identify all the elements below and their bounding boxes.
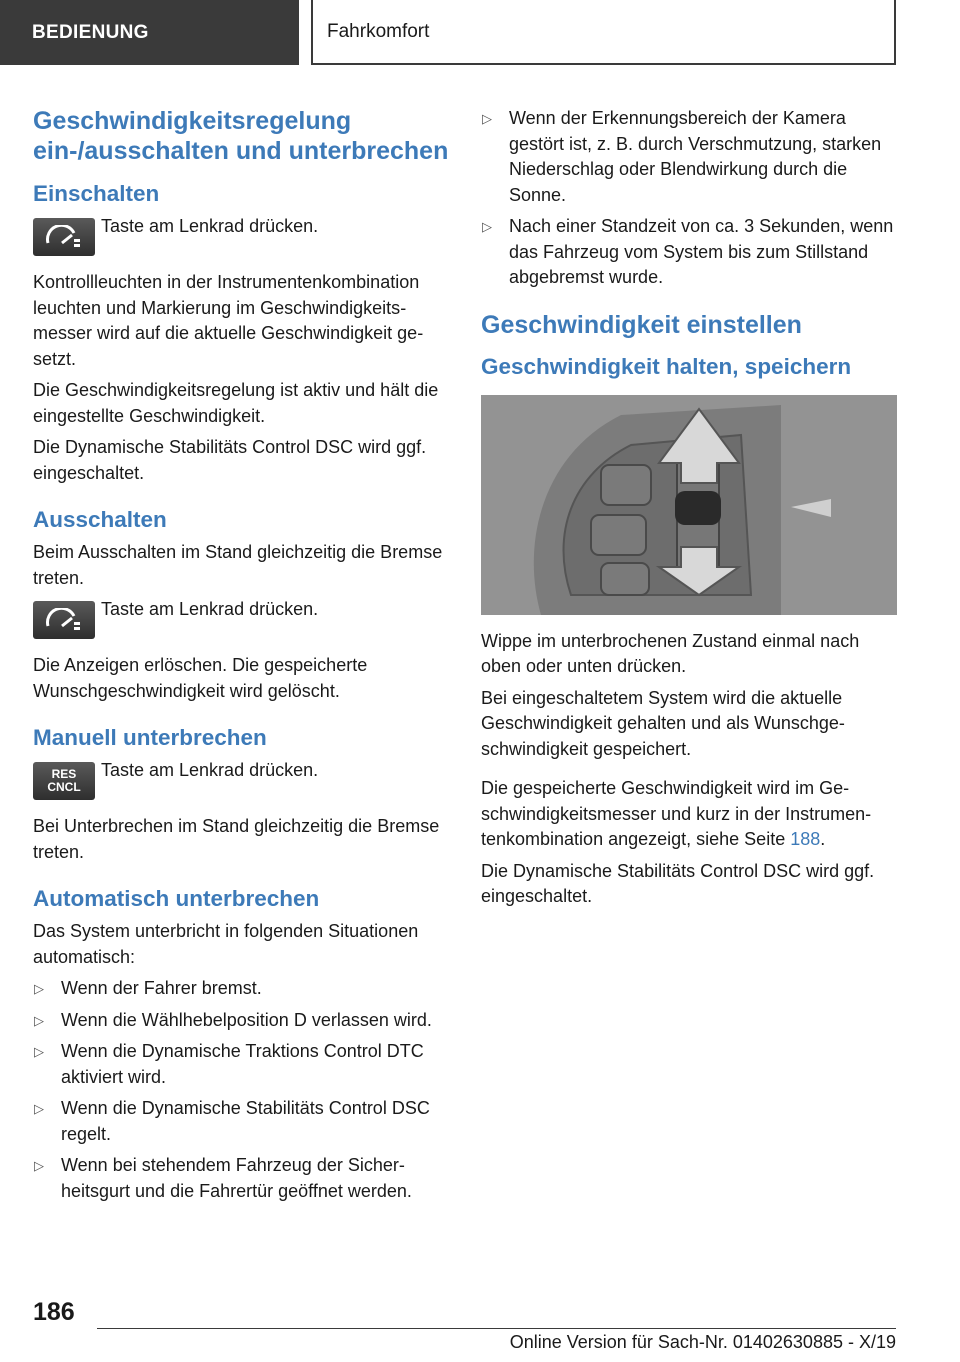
triangle-bullet-icon: ▷: [34, 1101, 44, 1116]
right-column: [481, 100, 897, 916]
bullet-text: Wenn die Dynamische Stabilitäts Control DSC regelt.: [61, 1098, 430, 1144]
triangle-bullet-icon: ▷: [34, 1044, 44, 1059]
cncl-label: CNCL: [47, 780, 81, 794]
online-version-text: Online Version für Sach-Nr. 01402630885 - X/19: [509, 1332, 896, 1352]
manuell-icon-row: [33, 758, 449, 800]
page-number: 186: [33, 1298, 75, 1326]
bullet-text: Wenn die Wählhebelposition D verlassen wird.: [61, 1009, 432, 1030]
manuell-icon-text: Taste am Lenkrad drücken.: [101, 760, 319, 780]
chapter-text: Fahrkomfort: [327, 20, 430, 42]
res-label: RES: [51, 767, 77, 781]
header-chapter-label: [311, 0, 896, 65]
footer-divider: [97, 1328, 896, 1329]
ausschalten-icon-text: Taste am Lenkrad drücken.: [101, 599, 319, 619]
page-link-188[interactable]: 188: [790, 829, 821, 849]
triangle-bullet-icon: ▷: [34, 1012, 44, 1028]
ausschalten-icon-row: [33, 597, 449, 639]
heading-geschwindigkeit-einstellen: Geschwindigkeit einstellen: [481, 310, 802, 339]
list-item: [33, 1039, 449, 1090]
heading-einschalten: Einschalten: [33, 181, 160, 206]
steering-wheel-rocker-figure: [481, 395, 897, 615]
section-text: BEDIENUNG: [32, 21, 149, 43]
list-item: [33, 1096, 449, 1147]
ausschalten-p2: Die Anzeigen erlöschen. Die gespeicherte Wunschgeschwindigkeit wird gelöscht.: [33, 655, 368, 701]
triangle-bullet-icon: ▷: [34, 1158, 44, 1173]
bullet-text: Wenn der Fahrer bremst.: [61, 978, 262, 998]
heading-halten-speichern: Geschwindigkeit halten, speichern: [481, 353, 852, 379]
list-item: [481, 106, 897, 208]
header-section-label: [0, 0, 299, 65]
list-item: [33, 1153, 449, 1204]
cruise-control-button-icon: [33, 601, 95, 639]
automatisch-p1: Das System unterbricht in folgenden Situationen automatisch:: [33, 921, 419, 967]
automatisch-list: [33, 976, 449, 1204]
triangle-bullet-icon: ▷: [34, 981, 44, 996]
list-item: [33, 1008, 449, 1034]
p3-after: .: [820, 829, 826, 849]
manuell-p1: Bei Unterbrechen im Stand gleichzeitig die Bremse treten.: [33, 816, 440, 862]
bullet-text: Wenn der Erkennungsbereich der Kamera gestört ist, z. B. durch Verschmutzung, starken Niederschlag oder Blendwirkung durch die Sonne.: [509, 108, 882, 205]
right-p1: Wippe im unterbrochenen Zustand einmal nach oben oder unten drücken.: [481, 630, 860, 676]
heading-manuell: Manuell unterbrechen: [33, 725, 267, 750]
right-p3: [481, 776, 897, 853]
right-p4: Die Dynamische Stabilitäts Control DSC wird ggf. eingeschaltet.: [481, 860, 875, 906]
einschalten-p3: Die Dynamische Stabilitäts Control DSC wird ggf. eingeschaltet.: [33, 437, 427, 483]
res-cncl-button-icon: [33, 762, 95, 800]
triangle-bullet-icon: ▷: [482, 219, 492, 234]
p3-before: Die gespeicherte Geschwindigkeit wird im Geschwindigkeitsmesser und kurz in der Instrumentenkombination angezeigt, siehe Seite: [481, 778, 872, 849]
einschalten-p2: Die Geschwindigkeitsregelung ist aktiv und hält die eingestellte Geschwindigkeit.: [33, 380, 439, 426]
triangle-bullet-icon: ▷: [482, 111, 492, 126]
list-item: [33, 976, 449, 1002]
einschalten-icon-text: Taste am Lenkrad drücken.: [101, 216, 319, 236]
ausschalten-p1: Beim Ausschalten im Stand gleichzeitig die Bremse treten.: [33, 542, 443, 588]
bullet-text: Nach einer Standzeit von ca. 3 Sekunden, wenn das Fahrzeug vom System bis zum Stillstand abgebremst wurde.: [509, 216, 894, 287]
left-column: [33, 100, 449, 1210]
einschalten-p1: Kontrollleuchten in der Instrumentenkombination leuchten und Markierung im Geschwindigkeitsmesser wird auf die aktuelle Geschwindigkeit gesetzt.: [33, 272, 424, 369]
heading-ausschalten: Ausschalten: [33, 507, 167, 532]
bullet-text: Wenn die Dynamische Traktions Control DTC aktiviert wird.: [61, 1041, 424, 1087]
einschalten-icon-row: [33, 214, 449, 256]
right-p2: Bei eingeschaltetem System wird die aktuelle Geschwindigkeit gehalten und als Wunschgeschwindigkeit gespeichert.: [481, 687, 845, 759]
automatisch-list-continued: [481, 106, 897, 291]
cruise-control-button-icon: [33, 218, 95, 256]
page-title: Geschwindigkeitsregelung ein-/ausschalten und unterbrechen: [33, 107, 449, 165]
bullet-text: Wenn bei stehendem Fahrzeug der Sicherheitsgurt und die Fahrertür geöffnet werden.: [61, 1155, 412, 1201]
heading-automatisch: Automatisch unterbrechen: [33, 886, 320, 911]
list-item: [481, 214, 897, 291]
